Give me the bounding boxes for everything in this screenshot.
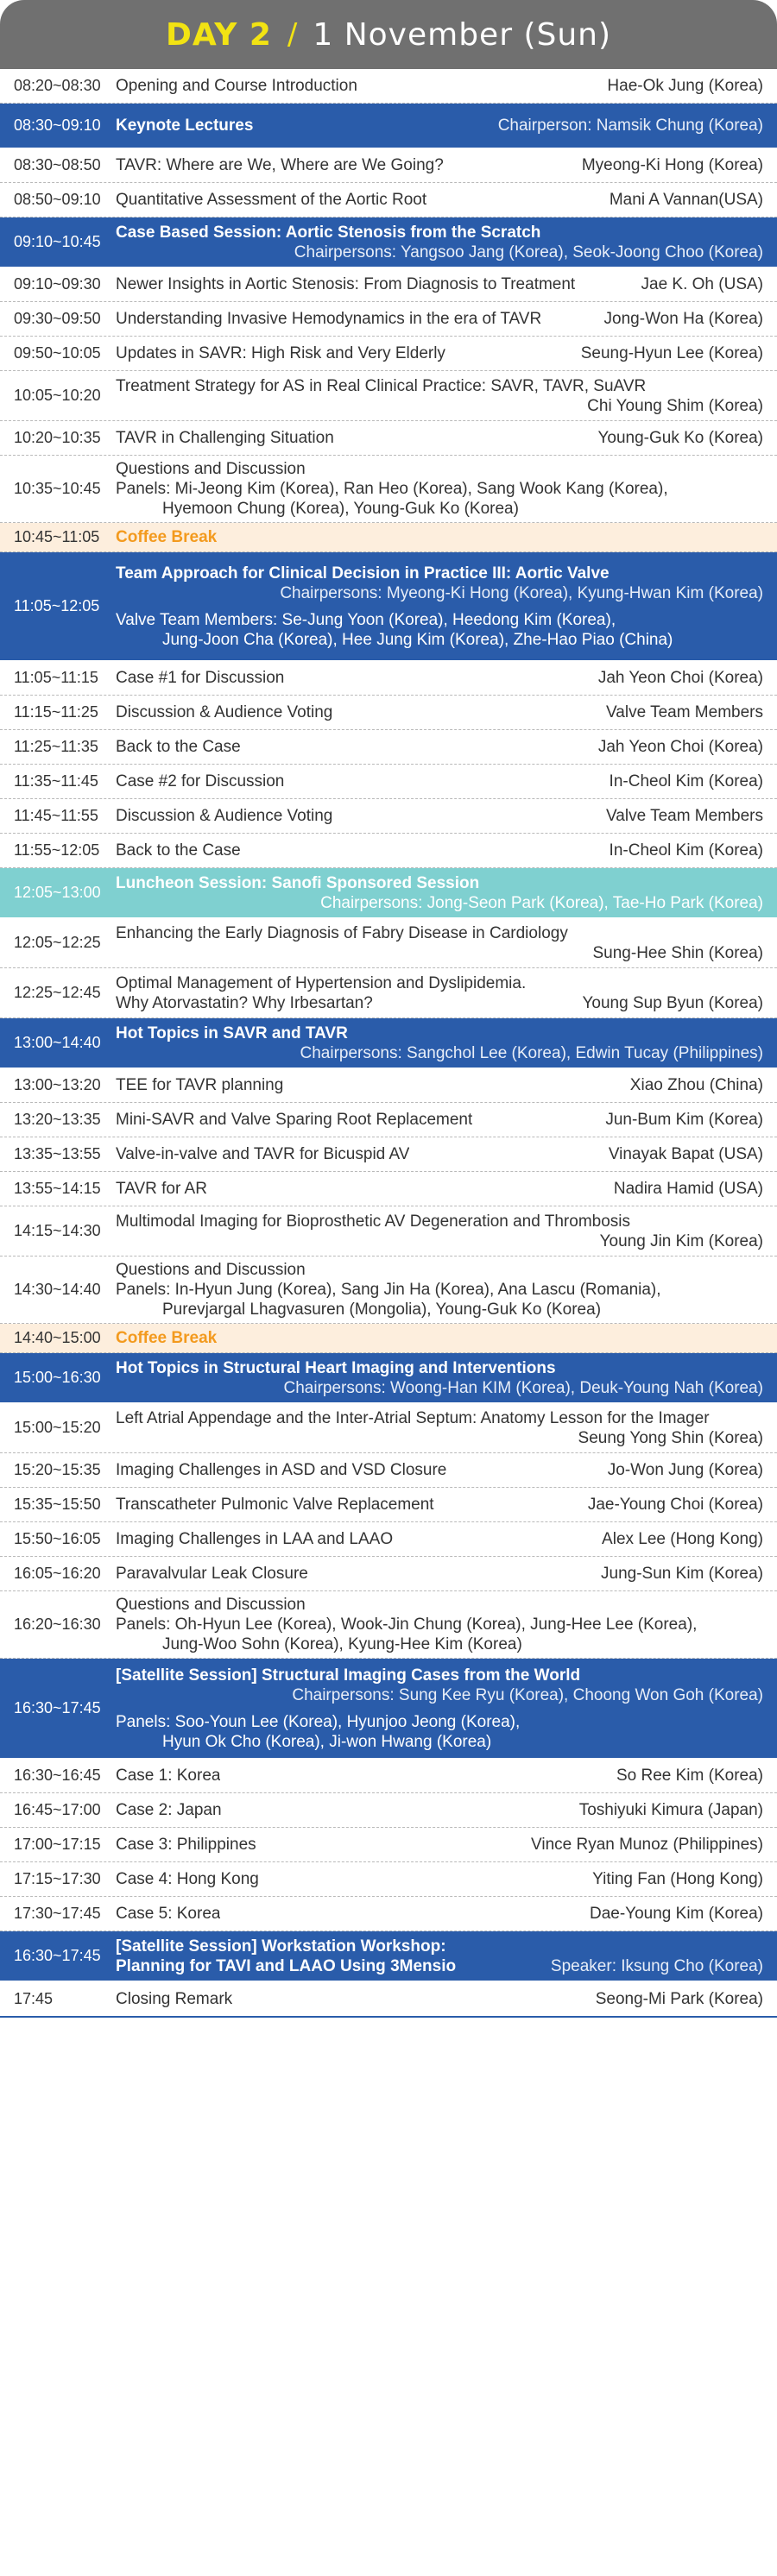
panel-line: Jung-Joon Cha (Korea), Hee Jung Kim (Korea), Zhe-Hao Piao (China) [162,630,673,649]
program-title: Case 5: Korea [116,1905,221,1923]
row-content [116,1257,777,1323]
program-title: Questions and Discussion [116,1596,306,1614]
day-label: DAY 2 [165,16,272,53]
program-title: Closing Remark [116,1989,233,2008]
time-slot: 10:35~10:45 [14,480,101,497]
time-slot: 16:45~17:00 [14,1801,101,1818]
speaker-name: Jo-Won Jung (Korea) [607,1461,763,1479]
program-row [0,1403,777,1453]
time-slot: 12:05~13:00 [14,884,101,901]
row-content [116,765,777,798]
program-title: Coffee Break [116,528,218,546]
row-content [116,868,777,917]
time-slot: 11:05~11:15 [14,669,98,686]
program-title: Opening and Course Introduction [116,77,357,95]
time-slot: 14:30~14:40 [14,1281,101,1298]
speaker-name: Yiting Fan (Hong Kong) [592,1870,763,1888]
program-row [0,1137,777,1172]
program-title: Case 4: Hong Kong [116,1870,259,1888]
row-content [116,1488,777,1521]
time-slot: 10:45~11:05 [14,528,100,545]
speaker-name: Toshiyuki Kimura (Japan) [578,1801,763,1819]
date-label: 1 November (Sun) [313,16,612,53]
row-content [116,1403,777,1452]
chairpersons: Chairpersons: Jong-Seon Park (Korea), Tae-Ho Park (Korea) [320,893,763,912]
row-content [116,1862,777,1896]
speaker-name: Chairperson: Namsik Chung (Korea) [497,117,763,135]
program-title: Quantitative Assessment of the Aortic Root [116,191,427,209]
program-row [0,1862,777,1897]
panel-line: Valve Team Members: Se-Jung Yoon (Korea), Heedong Kim (Korea), [116,610,616,629]
time-slot: 11:55~12:05 [14,841,100,859]
time-slot: 10:05~10:20 [14,387,101,404]
program-row [0,69,777,104]
row-content [116,337,777,370]
speaker-name: Jun-Bum Kim (Korea) [605,1111,763,1129]
time-slot: 12:05~12:25 [14,934,101,951]
time-slot: 17:45 [14,1989,54,2007]
speaker-name: Valve Team Members [606,703,763,721]
time-slot: 11:45~11:55 [14,807,98,824]
row-content [116,1897,777,1930]
time-slot: 14:40~15:00 [14,1329,101,1346]
program-title: Left Atrial Appendage and the Inter-Atrial Septum: Anatomy Lesson for the Imager [116,1408,710,1427]
time-slot: 09:10~10:45 [14,233,101,250]
panel-line: Purevjargal Lhagvasuren (Mongolia), Young-Guk Ko (Korea) [162,1301,602,1319]
program-title: TAVR: Where are We, Where are We Going? [116,156,444,174]
program-title: Case #1 for Discussion [116,669,285,687]
row-content [116,1522,777,1556]
time-slot: 13:35~13:55 [14,1145,101,1162]
program-title: Imaging Challenges in LAA and LAAO [116,1530,394,1548]
program-row [0,183,777,217]
row-content [116,1068,777,1102]
speaker-name: Sung-Hee Shin (Korea) [592,943,763,962]
program-title: Keynote Lectures [116,117,254,135]
program-row [0,302,777,337]
time-slot: 17:30~17:45 [14,1905,101,1922]
time-slot: 11:25~11:35 [14,738,98,755]
row-content [116,696,777,729]
schedule-table [0,69,777,2018]
program-title: Multimodal Imaging for Bioprosthetic AV Degeneration and Thrombosis [116,1212,630,1231]
row-content [116,268,777,301]
program-title-line2: Planning for TAVI and LAAO Using 3Mensio [116,1956,457,1975]
program-row [0,661,777,696]
panel-members [116,1280,763,1319]
speaker-name: Jung-Sun Kim (Korea) [601,1565,763,1583]
program-row [0,1897,777,1931]
row-content [116,730,777,764]
speaker-name: Seung Yong Shin (Korea) [578,1428,763,1447]
row-content [116,1793,777,1827]
speaker-name: In-Cheol Kim (Korea) [609,772,763,790]
speaker-name: Xiao Zhou (China) [629,1076,763,1094]
program-title: Valve-in-valve and TAVR for Bicuspid AV [116,1145,410,1163]
program-title: Imaging Challenges in ASD and VSD Closure [116,1461,447,1479]
program-row [0,1453,777,1488]
panel-members [116,479,763,519]
row-content [116,69,777,103]
row-content [116,1018,777,1068]
speaker-name: Jong-Won Ha (Korea) [603,310,763,328]
program-title: Luncheon Session: Sanofi Sponsored Session [116,873,480,892]
program-row [0,1206,777,1257]
row-content [116,523,777,551]
time-slot: 09:10~09:30 [14,275,101,293]
row-content [116,834,777,867]
row-content [116,1172,777,1206]
time-slot: 15:35~15:50 [14,1496,101,1513]
session-header-row [0,1931,777,1981]
time-slot: 15:00~16:30 [14,1369,101,1386]
program-row [0,730,777,765]
row-content [116,1828,777,1861]
session-header-row [0,1018,777,1068]
speaker-name: Young Sup Byun (Korea) [582,993,763,1012]
row-content [116,1931,777,1981]
time-slot: 11:35~11:45 [14,772,98,790]
row-content [116,552,777,660]
chairpersons: Chairpersons: Sung Kee Ryu (Korea), Choong Won Goh (Korea) [292,1685,763,1704]
chairpersons: Chairpersons: Sangchol Lee (Korea), Edwin Tucay (Philippines) [300,1043,763,1062]
row-content [116,968,777,1017]
row-content [116,1557,777,1590]
speaker-name: Vinayak Bapat (USA) [608,1145,763,1163]
panel-line: Panels: Mi-Jeong Kim (Korea), Ran Heo (Korea), Sang Wook Kang (Korea), [116,480,668,498]
program-title: Discussion & Audience Voting [116,703,333,721]
program-title: Case 1: Korea [116,1767,221,1785]
row-content [116,799,777,833]
program-title: Case Based Session: Aortic Stenosis from the Scratch [116,223,541,242]
row-content [116,1591,777,1658]
time-slot: 13:20~13:35 [14,1111,101,1128]
time-slot: 12:25~12:45 [14,984,101,1001]
speaker-name: In-Cheol Kim (Korea) [609,841,763,860]
time-slot: 13:00~13:20 [14,1076,101,1093]
program-title: Hot Topics in SAVR and TAVR [116,1023,348,1042]
program-title: Case 2: Japan [116,1801,222,1819]
speaker-name: Valve Team Members [606,807,763,825]
program-row [0,1981,777,2018]
row-content [116,1759,777,1792]
row-content [116,1103,777,1137]
speaker-name: Jah Yeon Choi (Korea) [597,669,763,687]
time-slot: 16:30~17:45 [14,1947,101,1964]
chairpersons: Chairpersons: Myeong-Ki Hong (Korea), Kyung-Hwan Kim (Korea) [280,583,763,602]
session-header-row [0,552,777,661]
coffee-break-row [0,523,777,552]
program-row [0,1103,777,1137]
program-title: Coffee Break [116,1329,218,1347]
program-title: Mini-SAVR and Valve Sparing Root Replacement [116,1111,473,1129]
row-content [116,104,777,148]
program-title: Treatment Strategy for AS in Real Clinical Practice: SAVR, TAVR, SuAVR [116,376,647,395]
program-title: Back to the Case [116,738,241,756]
row-content [116,148,777,182]
row-content [116,661,777,695]
program-title: Understanding Invasive Hemodynamics in the era of TAVR [116,310,542,328]
program-row [0,834,777,868]
program-title: Back to the Case [116,841,241,860]
program-row [0,456,777,523]
program-row [0,1828,777,1862]
time-slot: 08:20~08:30 [14,77,101,94]
panel-line: Hyun Ok Cho (Korea), Ji-won Hwang (Korea) [162,1732,492,1751]
speaker-name: Speaker: Iksung Cho (Korea) [550,1956,763,1975]
time-slot: 17:00~17:15 [14,1836,101,1853]
time-slot: 11:05~12:05 [14,597,100,614]
time-slot: 08:30~09:10 [14,117,101,134]
speaker-name: Chi Young Shim (Korea) [587,396,763,415]
time-slot: 16:20~16:30 [14,1616,101,1633]
program-row [0,371,777,421]
row-content [116,371,777,420]
program-title: TEE for TAVR planning [116,1076,284,1094]
time-slot: 13:55~14:15 [14,1180,101,1197]
time-slot: 11:15~11:25 [14,703,98,721]
speaker-name: Nadira Hamid (USA) [613,1180,763,1198]
time-slot: 15:20~15:35 [14,1461,101,1478]
program-title: Enhancing the Early Diagnosis of Fabry Disease in Cardiology [116,923,568,942]
program-row [0,1759,777,1793]
time-slot: 16:05~16:20 [14,1565,101,1582]
speaker-name: Hae-Ok Jung (Korea) [607,77,763,95]
day-header [0,0,777,69]
time-slot: 10:20~10:35 [14,429,101,446]
program-title: Optimal Management of Hypertension and Dyslipidemia. [116,973,527,992]
speaker-name: Vince Ryan Munoz (Philippines) [531,1836,763,1854]
panel-members [116,1712,763,1752]
time-slot: 09:30~09:50 [14,310,101,327]
program-title: Transcatheter Pulmonic Valve Replacement [116,1496,434,1514]
session-header-row [0,217,777,268]
row-content [116,217,777,267]
header-separator: / [287,17,298,52]
program-title: Updates in SAVR: High Risk and Very Elderly [116,344,445,362]
program-title: TAVR for AR [116,1180,207,1198]
program-row [0,1522,777,1557]
speaker-name: Jah Yeon Choi (Korea) [597,738,763,756]
program-row [0,421,777,456]
panel-line: Panels: Oh-Hyun Lee (Korea), Wook-Jin Chung (Korea), Jung-Hee Lee (Korea), [116,1616,698,1634]
program-title: TAVR in Challenging Situation [116,429,334,447]
session-header-row [0,1353,777,1403]
program-row [0,1068,777,1103]
program-row [0,337,777,371]
row-content [116,1353,777,1402]
row-content [116,1659,777,1758]
panel-line: Jung-Woo Sohn (Korea), Kyung-Hee Kim (Korea) [162,1635,522,1653]
luncheon-session-row [0,868,777,918]
program-row [0,696,777,730]
time-slot: 09:50~10:05 [14,344,101,362]
panel-members [116,610,763,650]
speaker-name: Myeong-Ki Hong (Korea) [581,156,763,174]
time-slot: 13:00~14:40 [14,1034,101,1051]
panel-line: Panels: In-Hyun Jung (Korea), Sang Jin Ha (Korea), Ana Lascu (Romania), [116,1281,661,1299]
time-slot: 16:30~16:45 [14,1767,101,1784]
speaker-name: Young-Guk Ko (Korea) [597,429,763,447]
speaker-name: Seong-Mi Park (Korea) [595,1989,763,2008]
speaker-name: So Ree Kim (Korea) [616,1767,763,1785]
program-title: Case 3: Philippines [116,1836,256,1854]
row-content [116,183,777,217]
speaker-name: Young Jin Kim (Korea) [599,1231,763,1250]
program-row [0,148,777,183]
program-row [0,1557,777,1591]
coffee-break-row [0,1324,777,1353]
row-content [116,918,777,967]
time-slot: 08:30~08:50 [14,156,101,173]
program-row [0,1172,777,1206]
speaker-name: Mani A Vannan(USA) [609,191,763,209]
program-row [0,1257,777,1324]
program-title: Questions and Discussion [116,1261,306,1279]
time-slot: 16:30~17:45 [14,1699,101,1716]
time-slot: 15:50~16:05 [14,1530,101,1547]
row-content [116,1324,777,1352]
speaker-name: Dae-Young Kim (Korea) [589,1905,763,1923]
speaker-name: Jae-Young Choi (Korea) [587,1496,763,1514]
program-title: Case #2 for Discussion [116,772,285,790]
chairpersons: Chairpersons: Yangsoo Jang (Korea), Seok-Joong Choo (Korea) [294,242,763,261]
program-title: Paravalvular Leak Closure [116,1565,308,1583]
session-header-row [0,104,777,148]
program-title: Team Approach for Clinical Decision in Practice III: Aortic Valve [116,564,610,583]
program-title: [Satellite Session] Structural Imaging Cases from the World [116,1666,581,1685]
program-row [0,799,777,834]
row-content [116,1137,777,1171]
speaker-name: Alex Lee (Hong Kong) [602,1530,763,1548]
program-title: [Satellite Session] Workstation Workshop: [116,1937,446,1956]
time-slot: 08:50~09:10 [14,191,101,208]
session-header-row [0,1659,777,1759]
time-slot: 15:00~15:20 [14,1419,101,1436]
program-title: Hot Topics in Structural Heart Imaging and Interventions [116,1358,556,1377]
program-title: Newer Insights in Aortic Stenosis: From Diagnosis to Treatment [116,275,576,293]
program-row [0,1793,777,1828]
program-row [0,968,777,1018]
time-slot: 14:15~14:30 [14,1222,101,1239]
panel-line: Hyemoon Chung (Korea), Young-Guk Ko (Korea) [162,500,519,518]
row-content [116,1206,777,1256]
program-row [0,765,777,799]
program-row [0,918,777,968]
speaker-name: Jae K. Oh (USA) [641,275,763,293]
program-row [0,1591,777,1659]
row-content [116,1453,777,1487]
chairpersons: Chairpersons: Woong-Han KIM (Korea), Deuk-Young Nah (Korea) [283,1378,763,1397]
program-title-line2: Why Atorvastatin? Why Irbesartan? [116,993,373,1012]
program-row [0,268,777,302]
row-content [116,1981,777,2016]
speaker-name: Seung-Hyun Lee (Korea) [580,344,763,362]
row-content [116,456,777,522]
panel-line: Panels: Soo-Youn Lee (Korea), Hyunjoo Jeong (Korea), [116,1712,521,1731]
row-content [116,302,777,336]
program-title: Discussion & Audience Voting [116,807,333,825]
program-title: Questions and Discussion [116,460,306,478]
time-slot: 17:15~17:30 [14,1870,101,1887]
program-row [0,1488,777,1522]
panel-members [116,1615,763,1654]
row-content [116,421,777,455]
